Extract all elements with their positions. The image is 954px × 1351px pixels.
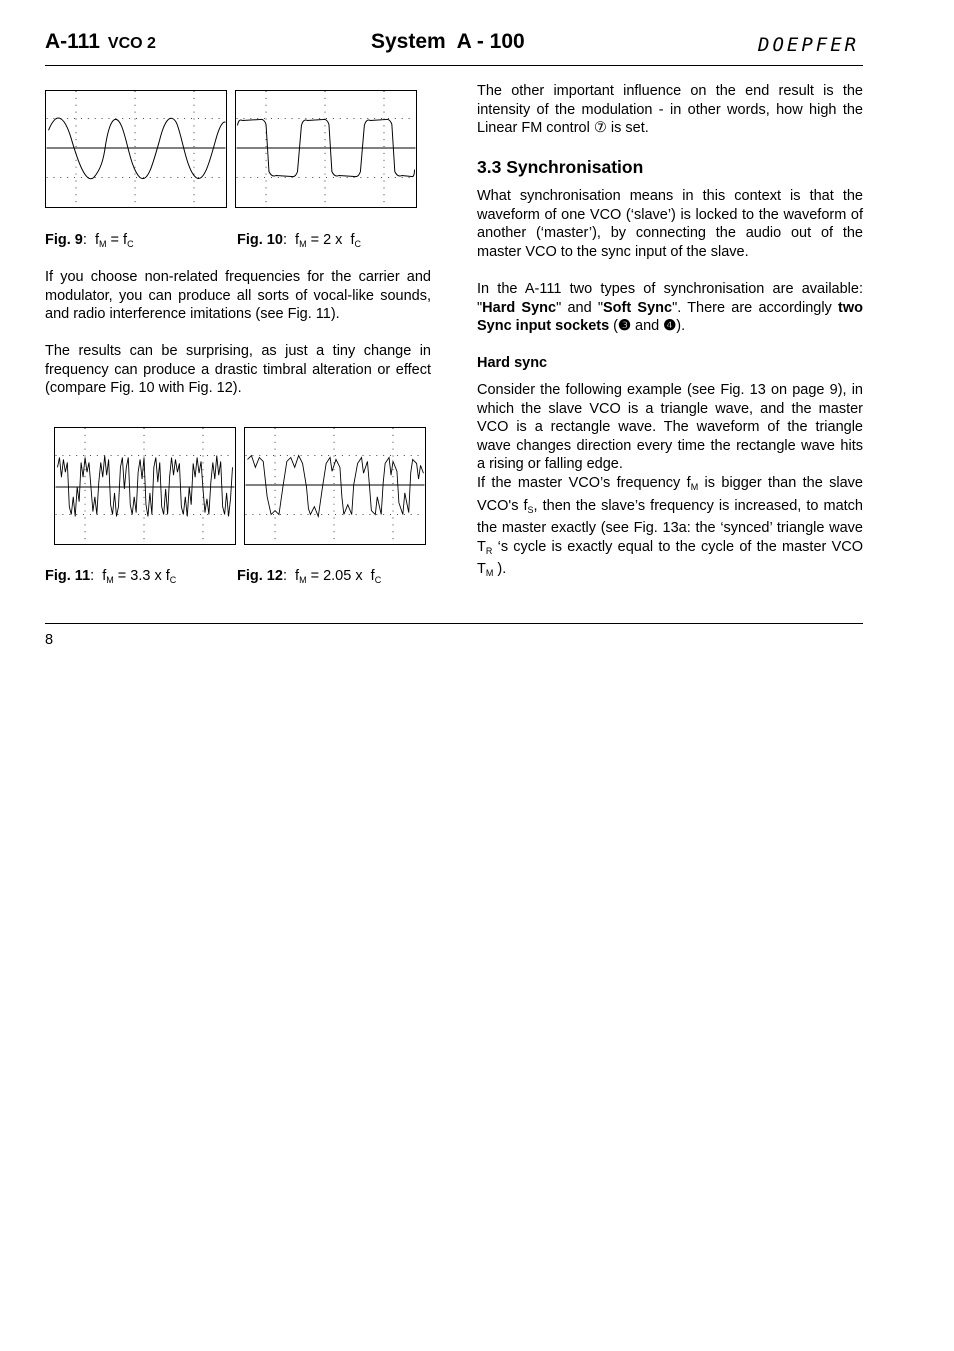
- module-title: [45, 30, 156, 54]
- fig9-label: Fig. 9: [45, 232, 83, 248]
- section-title-synchronisation: 3.3 Synchronisation: [477, 157, 644, 177]
- fig12-text-mid: = 2.05 x f: [306, 568, 375, 584]
- fig12-label: Fig. 12: [237, 568, 283, 584]
- fig9-sub-c: C: [127, 239, 134, 249]
- fig10-sub-m: M: [299, 239, 307, 249]
- fig9-text-mid: = f: [106, 232, 128, 248]
- right-paragraph-sync-types: In the A-111 two types of synchronisation are available: "Hard Sync" and "Soft Sync". There are accordingly two Sync input sockets (❸ and ❹).: [477, 281, 863, 334]
- right-paragraph-modulation: The other important influence on the end result is the intensity of the modulation - in other words, how high the Linear FM control ⑦ is set.: [477, 83, 863, 136]
- fig9-sub-m: M: [99, 239, 107, 249]
- fig10-sub-c: C: [354, 239, 362, 249]
- fig10-oscilloscope: [235, 90, 417, 208]
- fig12-oscilloscope: [244, 427, 426, 545]
- fig11-label: Fig. 11: [45, 568, 91, 584]
- fig9-text: : f: [82, 232, 99, 248]
- right-paragraph-sync-definition: What synchronisation means in this context is that the waveform of one VCO (‘slave’) is locked to the waveform of another (‘master’), by connecting the audio out of the master VCO to the sync input of the slave.: [477, 188, 863, 260]
- fig11-caption: [45, 568, 176, 585]
- right-paragraph-frequency: If the master VCO’s frequency $f_M$ is bigger than the slave VCO's $f_S$, then the slave’s frequency is increased, to match the master exactly (see Fig. 13a: the ‘synced’ triangle wave $T_R$ ‘s cycle is exactly equal to the cycle of the master VCO $T_M$ ).: [477, 475, 864, 578]
- brand-logo: DOEPFER: [758, 34, 860, 56]
- fig12-caption: [237, 568, 381, 585]
- fig10-text-mid: = 2 x f: [306, 232, 355, 248]
- fig12-text: : f: [282, 568, 300, 584]
- module-model: A-111: [45, 30, 100, 53]
- fig11-sub-m: M: [106, 575, 114, 585]
- fig10-text: : f: [282, 232, 300, 248]
- fig12-sub-m: M: [299, 575, 307, 585]
- fig12-waveform: [245, 428, 425, 544]
- fig9-waveform: [46, 91, 226, 207]
- fig12-sub-c: C: [374, 575, 382, 585]
- fig10-label: Fig. 10: [237, 232, 283, 248]
- left-paragraph-2: The results can be surprising, as just a tiny change in frequency can produce a drastic timbral alteration or effect (compare Fig. 10 with Fig. 12).: [45, 343, 431, 396]
- footer-rule: [45, 623, 863, 624]
- fig11-oscilloscope: [54, 427, 236, 545]
- fig9-oscilloscope: [45, 90, 227, 208]
- fig11-sub-c: C: [169, 575, 177, 585]
- fig10-caption: [237, 232, 361, 249]
- right-paragraph-hard-sync: Consider the following example (see Fig. 13 on page 9), in which the slave VCO is a triangle wave, and the master VCO is a rectangle wave. The waveform of the triangle wave changes direction every time the rectangle wave hits a rising or falling edge.: [477, 382, 863, 472]
- fig10-waveform: [236, 91, 416, 207]
- system-title: System A - 100: [371, 30, 525, 53]
- fig11-text: : f: [90, 568, 107, 584]
- fig11-text-mid: = 3.3 x f: [113, 568, 170, 584]
- fig11-waveform: [55, 428, 235, 544]
- subsection-title-hard-sync: Hard sync: [477, 355, 548, 371]
- fig9-caption: [45, 232, 134, 249]
- header-rule: [45, 65, 863, 66]
- page-number: 8: [45, 632, 54, 648]
- left-paragraph-1: If you choose non-related frequencies for the carrier and modulator, you can produce all sorts of vocal-like sounds, and radio interference imitations (see Fig. 11).: [45, 269, 431, 322]
- module-name: VCO 2: [107, 35, 156, 52]
